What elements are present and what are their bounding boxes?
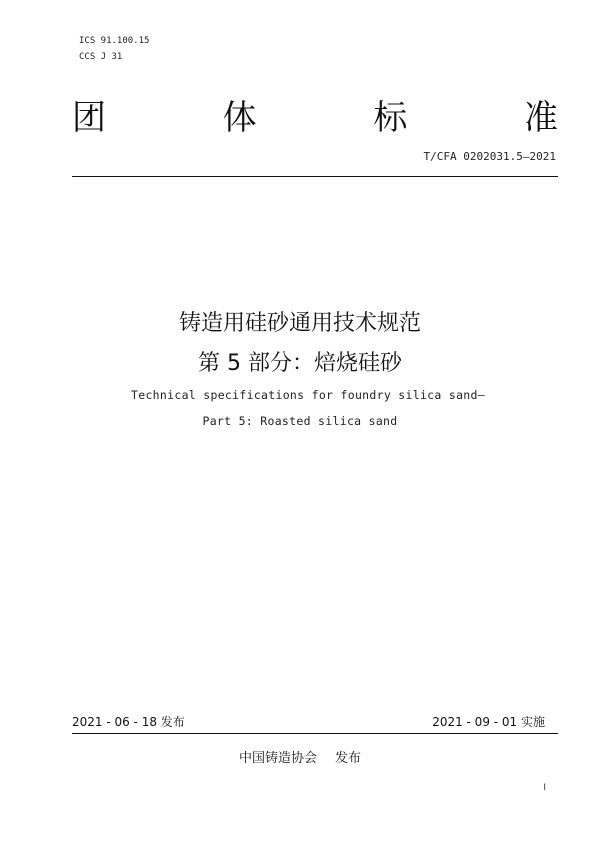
publisher-line — [0, 747, 600, 766]
header-char-4: 准 — [523, 98, 558, 138]
header-char-3: 标 — [373, 98, 408, 138]
classification-codes — [79, 33, 149, 65]
title-en-main: Technical specifications for foundry silica sand— — [131, 388, 485, 402]
standard-number: T/CFA 0202031.5—2021 — [423, 150, 556, 163]
ccs-code: CCS J 31 — [79, 52, 123, 62]
implementation-date: 2021 - 09 - 01 实施 — [432, 715, 545, 729]
title-en-part: Part 5: Roasted silica sand — [202, 414, 398, 428]
bottom-divider — [72, 733, 558, 734]
title-cn-part: 第 5 部分：焙烧硅砂 — [198, 351, 402, 376]
title-cn-main: 铸造用硅砂通用技术规范 — [178, 311, 421, 336]
standard-type-header — [72, 96, 558, 140]
header-char-1: 团 — [72, 98, 106, 138]
publisher-action: 发布 — [335, 751, 362, 766]
page-number: I — [543, 783, 546, 793]
ics-code: ICS 91.100.15 — [79, 36, 150, 46]
header-char-2: 体 — [222, 98, 257, 138]
issue-date: 2021 - 06 - 18 发布 — [72, 715, 185, 729]
top-divider — [72, 176, 558, 177]
publisher-name: 中国铸造协会 — [238, 751, 317, 766]
